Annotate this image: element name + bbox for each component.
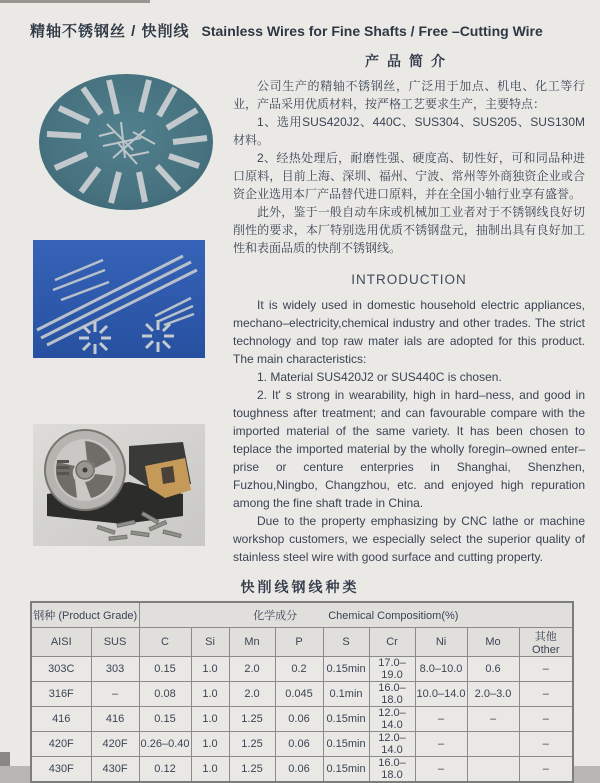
scan-artifact-bottom: [0, 752, 10, 766]
table-cell: –: [91, 682, 139, 707]
col-header-other: 其他 Other: [519, 628, 573, 657]
table-cell: 2.0: [229, 657, 275, 682]
table-cell: 0.06: [275, 757, 323, 783]
table-cell: 316F: [31, 682, 91, 707]
table-cell: 0.2: [275, 657, 323, 682]
col-header-cr: Cr: [369, 628, 415, 657]
table-cell: –: [519, 732, 573, 757]
table-cell: 1.25: [229, 757, 275, 783]
table-cell: 420F: [31, 732, 91, 757]
table-cell: 2.0–3.0: [467, 682, 519, 707]
col-header-p: P: [275, 628, 323, 657]
chemical-composition-table: [30, 601, 574, 783]
table-cell: 12.0–14.0: [369, 707, 415, 732]
intro-en-paragraph-2: 1. Material SUS420J2 or SUS440C is chosen.: [257, 370, 502, 384]
table-cell: 1.0: [191, 732, 229, 757]
table-cell: 0.1min: [323, 682, 369, 707]
section-heading-en: INTRODUCTION: [351, 272, 467, 287]
table-cell: 0.08: [139, 682, 191, 707]
table-cell: 0.12: [139, 757, 191, 783]
radial-pins-photo-graphic: [37, 72, 215, 212]
intro-en-paragraph-1: It is widely used in domestic household electric appliances, mechano–electricity,chemical industry and other trades. The strict technology and top raw mater ials are adopted for this product. The main characteristics:: [233, 298, 585, 366]
table-cell: 0.15min: [323, 657, 369, 682]
table-row: [31, 657, 573, 682]
table-group-header-row: [31, 602, 573, 628]
page-title: [30, 20, 580, 41]
intro-en-paragraph-3: 2. It' s strong in wearability, high in hard–ness, and good in toughness after treatment; and can favourable compare with the imported material of the same variety. It has been chosen to teplace the imported material by the wholly foregin–owned enter–prise or centure enterpries in Shanghai, Shenzhen, Fuzhou,Ningbo, Changzhou, etc. and enjoyed high repuration among the fine shaft trade in China.: [233, 388, 585, 510]
intro-text-column: [233, 52, 585, 566]
table-cell: 0.15min: [323, 757, 369, 783]
table-cell: 2.0: [229, 682, 275, 707]
steel-rods-photo-graphic: [33, 240, 205, 358]
table-row: [31, 707, 573, 732]
product-photo-steel-rods: [33, 240, 205, 358]
table-cell: –: [519, 707, 573, 732]
group-header-product-grade: 钢种 (Product Grade): [31, 602, 139, 628]
table-cell: 1.25: [229, 732, 275, 757]
machine-photo-graphic: [33, 424, 205, 546]
table-title: 快削线钢线种类: [240, 579, 360, 595]
table-cell: –: [415, 757, 467, 783]
table-cell: –: [519, 657, 573, 682]
product-photo-radial-pins: [37, 72, 215, 212]
col-header-si: Si: [191, 628, 229, 657]
col-header-aisi: AISI: [31, 628, 91, 657]
group-header-zh: 化学成分: [253, 610, 298, 622]
table-cell: 0.15min: [323, 707, 369, 732]
table-cell: 1.0: [191, 707, 229, 732]
table-cell: 303: [91, 657, 139, 682]
scan-artifact-top: [0, 0, 150, 3]
group-header-chemical-composition: [139, 602, 573, 628]
table-cell: 1.25: [229, 707, 275, 732]
table-cell: 16.0–18.0: [369, 757, 415, 783]
group-header-en: Chemical Compositiom(%): [328, 610, 459, 622]
intro-zh-paragraph-3: 2、经热处理后，耐磨性强、硬度高、韧性好，可和同品种进口原料，目前上海、深圳、福州、宁波、常州等外商独资企业或合资企业选用本厂产品替代进口原料，并在全国小轴行业享有盛誉。: [233, 151, 585, 201]
table-cell: 0.26–0.40: [139, 732, 191, 757]
table-cell: 17.0–19.0: [369, 657, 415, 682]
table-cell: 303C: [31, 657, 91, 682]
col-header-mn: Mn: [229, 628, 275, 657]
table-cell: 10.0–14.0: [415, 682, 467, 707]
page-title-zh: 精轴不锈钢丝 / 快削线: [30, 23, 190, 40]
table-cell: –: [519, 682, 573, 707]
table-cell: 1.0: [191, 682, 229, 707]
table-cell: –: [415, 707, 467, 732]
table-cell: [467, 732, 519, 757]
page-title-en: Stainless Wires for Fine Shafts / Free –Cutting Wire: [201, 23, 543, 39]
table-row: [31, 757, 573, 783]
intro-zh-paragraph-4: 此外，鉴于一般自动车床或机械加工业者对于不锈钢线良好切削性的要求，本厂特别选用优质不锈钢盘元，抽制出具有良好加工性和表面品质的快削不锈钢线。: [233, 205, 585, 255]
col-header-s: S: [323, 628, 369, 657]
table-cell: 1.0: [191, 757, 229, 783]
table-cell: 12.0–14.0: [369, 732, 415, 757]
col-header-sus: SUS: [91, 628, 139, 657]
table-cell: –: [415, 732, 467, 757]
table-cell: 1.0: [191, 657, 229, 682]
section-heading-zh: 产品简介: [365, 53, 453, 69]
table-cell: 420F: [91, 732, 139, 757]
table-row: [31, 732, 573, 757]
table-cell: 0.6: [467, 657, 519, 682]
table-column-header-row: [31, 628, 573, 657]
table-row: [31, 682, 573, 707]
table-cell: 0.045: [275, 682, 323, 707]
intro-en-paragraph-4: Due to the property emphasizing by CNC lathe or machine workshop customers, we especially select the superior quality of stainless steel wire with good surface and cutting property.: [233, 514, 585, 564]
table-cell: –: [519, 757, 573, 783]
table-cell: 0.06: [275, 732, 323, 757]
intro-zh-paragraph-1: 公司生产的精轴不锈钢丝，广泛用于加点、机电、化工等行业，产品采用优质材料，按严格工艺要求生产，主要特点：: [233, 79, 585, 111]
table-cell: –: [467, 707, 519, 732]
col-header-ni: Ni: [415, 628, 467, 657]
table-cell: 8.0–10.0: [415, 657, 467, 682]
product-photo-machine: [33, 424, 205, 546]
table-cell: 416: [31, 707, 91, 732]
col-header-mo: Mo: [467, 628, 519, 657]
table-cell: 430F: [31, 757, 91, 783]
table-cell: 416: [91, 707, 139, 732]
table-cell: 0.15: [139, 657, 191, 682]
table-cell: 0.15: [139, 707, 191, 732]
table-cell: 430F: [91, 757, 139, 783]
table-cell: 0.06: [275, 707, 323, 732]
table-cell: 0.15min: [323, 732, 369, 757]
table-body: [31, 657, 573, 783]
table-cell: [467, 757, 519, 783]
table-cell: 16.0–18.0: [369, 682, 415, 707]
col-header-c: C: [139, 628, 191, 657]
intro-zh-paragraph-2: 1、选用SUS420J2、440C、SUS304、SUS205、SUS130M材料。: [233, 115, 585, 147]
